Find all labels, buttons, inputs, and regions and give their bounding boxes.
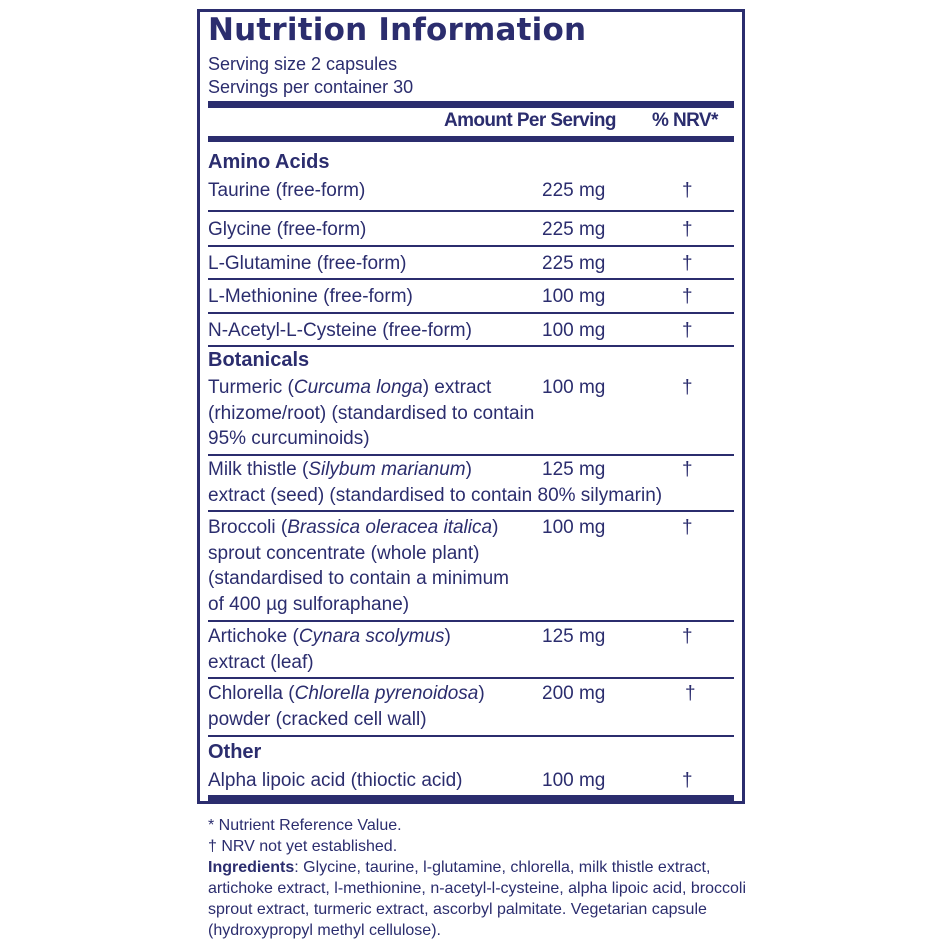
- nutrient-name: L-Glutamine (free-form): [208, 253, 407, 274]
- nutrient-name: Broccoli (Brassica oleracea italica): [208, 517, 499, 538]
- servings-per-container: Servings per container 30: [208, 77, 414, 97]
- header-bar-top: [208, 101, 734, 108]
- nutrient-name: Milk thistle (Silybum marianum): [208, 459, 472, 480]
- nutrient-nrv: †: [682, 219, 693, 240]
- nutrient-description: 95% curcuminoids): [208, 428, 370, 449]
- nutrient-nrv: †: [682, 320, 693, 341]
- nutrient-description: extract (leaf): [208, 652, 314, 673]
- nutrient-name: Chlorella (Chlorella pyrenoidosa): [208, 683, 485, 704]
- nutrient-name: Turmeric (Curcuma longa) extract: [208, 377, 492, 398]
- nutrient-amount: 200 mg: [542, 683, 606, 704]
- ingredients-label: Ingredients: [208, 859, 295, 876]
- header-bar-bottom: [208, 136, 734, 142]
- ingredients-statement: [208, 857, 768, 941]
- row-divider: [208, 510, 734, 512]
- nutrient-description: (rhizome/root) (standardised to contain: [208, 403, 535, 424]
- nutrient-amount: 225 mg: [542, 219, 606, 240]
- nutrient-nrv: †: [682, 517, 693, 538]
- latin-name: Chlorella pyrenoidosa: [294, 683, 479, 704]
- nutrient-amount: 225 mg: [542, 180, 606, 201]
- nutrient-nrv: †: [682, 180, 693, 201]
- nutrient-description: (standardised to contain a minimum: [208, 568, 509, 589]
- nutrient-description: powder (cracked cell wall): [208, 709, 427, 730]
- row-divider: [208, 677, 734, 679]
- nutrient-amount: 125 mg: [542, 626, 606, 647]
- nutrient-amount: 100 mg: [542, 770, 606, 791]
- section-botanicals: Botanicals: [208, 349, 310, 371]
- nutrient-amount: 225 mg: [542, 253, 606, 274]
- nutrient-name: Artichoke (Cynara scolymus): [208, 626, 451, 647]
- nutrient-nrv: †: [682, 253, 693, 274]
- latin-name: Silybum marianum: [308, 459, 466, 480]
- row-divider: [208, 278, 734, 280]
- nutrition-panel: [197, 9, 745, 804]
- nutrient-name: Alpha lipoic acid (thioctic acid): [208, 770, 463, 791]
- nutrient-amount: 100 mg: [542, 517, 606, 538]
- footer-bar: [208, 795, 734, 802]
- latin-name: Curcuma longa: [293, 377, 423, 398]
- row-divider: [208, 245, 734, 247]
- nutrient-nrv: †: [685, 683, 696, 704]
- panel-title: Nutrition Information: [208, 12, 587, 48]
- row-divider: [208, 312, 734, 314]
- nutrient-name: N-Acetyl-L-Cysteine (free-form): [208, 320, 472, 341]
- footnote-nrv-definition: * Nutrient Reference Value.: [208, 817, 402, 834]
- nutrient-amount: 100 mg: [542, 377, 606, 398]
- nutrient-nrv: †: [682, 286, 693, 307]
- nutrient-nrv: †: [682, 626, 693, 647]
- nutrient-amount: 100 mg: [542, 320, 606, 341]
- nrv-column-header: % NRV*: [652, 110, 718, 131]
- section-divider: [208, 345, 734, 347]
- ingredients-list: : Glycine, taurine, l-glutamine, chlorella, milk thistle extract, artichoke extract, l-methionine, n-acetyl-l-cysteine, alpha lipoic acid, broccoli sprout extract, turmeric extract, ascorbyl palmitate. Vegetarian capsule (hydroxypropyl methyl cellulose).: [208, 859, 747, 939]
- latin-name: Cynara scolymus: [298, 626, 445, 647]
- section-other: Other: [208, 741, 262, 763]
- amount-column-header: Amount Per Serving: [444, 110, 616, 131]
- nutrient-nrv: †: [682, 770, 693, 791]
- row-divider: [208, 620, 734, 622]
- row-divider: [208, 210, 734, 212]
- nutrient-amount: 100 mg: [542, 286, 606, 307]
- nutrient-description: sprout concentrate (whole plant): [208, 543, 480, 564]
- section-amino-acids: Amino Acids: [208, 151, 330, 173]
- footnote-nrv-not-established: † NRV not yet established.: [208, 838, 398, 855]
- row-divider: [208, 454, 734, 456]
- nutrient-description: extract (seed) (standardised to contain 80% silymarin): [208, 485, 663, 506]
- nutrient-amount: 125 mg: [542, 459, 606, 480]
- latin-name: Brassica oleracea italica: [287, 517, 493, 538]
- nutrient-name: Taurine (free-form): [208, 180, 366, 201]
- serving-size: Serving size 2 capsules: [208, 54, 398, 74]
- nutrient-description: of 400 µg sulforaphane): [208, 594, 410, 615]
- nutrient-nrv: †: [682, 377, 693, 398]
- nutrient-name: L-Methionine (free-form): [208, 286, 413, 307]
- section-divider: [208, 735, 734, 737]
- nutrient-name: Glycine (free-form): [208, 219, 367, 240]
- nutrient-nrv: †: [682, 459, 693, 480]
